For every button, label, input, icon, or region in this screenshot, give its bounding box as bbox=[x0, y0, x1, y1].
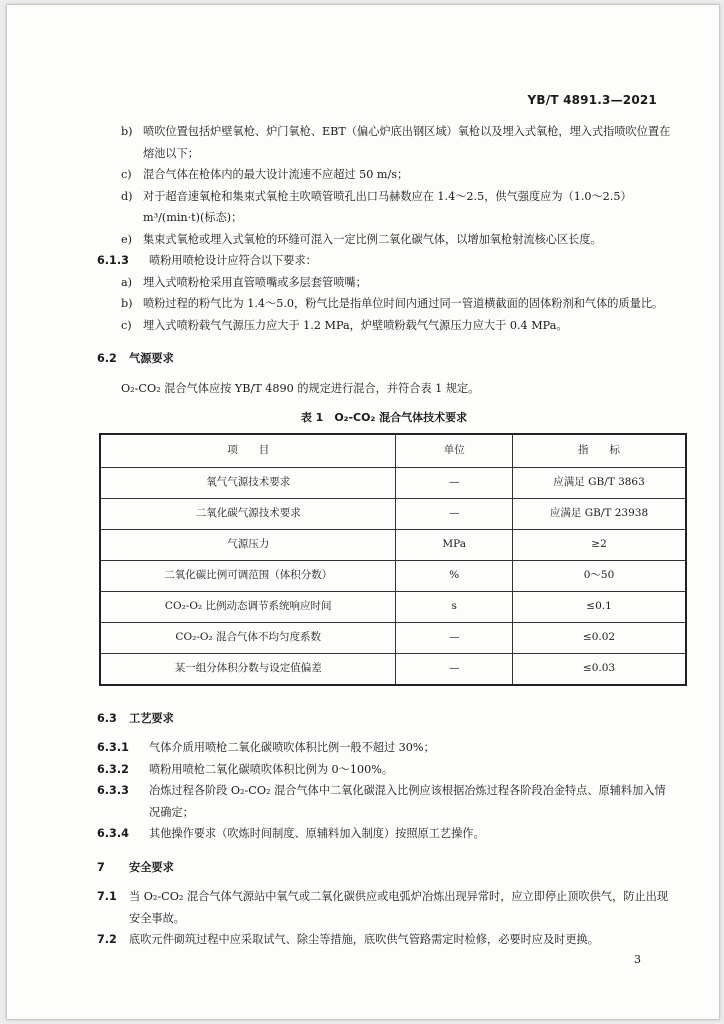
list-item bbox=[121, 229, 671, 251]
clause-7-1 bbox=[97, 886, 671, 929]
page-number: 3 bbox=[634, 953, 641, 966]
clause-6-1-3 bbox=[97, 250, 671, 272]
item-label: a) bbox=[121, 275, 133, 289]
clause-number: 6.3.2 bbox=[97, 762, 129, 776]
clause-7-2 bbox=[97, 929, 671, 951]
table-cell: 氧气气源技术要求 bbox=[100, 467, 396, 498]
table-cell: 二氧化碳气源技术要求 bbox=[100, 498, 396, 529]
item-label: c) bbox=[121, 318, 132, 332]
table-cell: 应满足 GB/T 3863 bbox=[513, 467, 686, 498]
gas-requirements-table bbox=[99, 433, 687, 686]
clause-text: 冶炼过程各阶段 O₂-CO₂ 混合气体中二氧化碳混入比例应该根据冶炼过程各阶段冶金特点、原辅料加入情况确定； bbox=[149, 784, 666, 819]
clause-text: 气体介质用喷枪二氧化碳喷吹体积比例一般不超过 30%； bbox=[149, 741, 435, 754]
table-cell: MPa bbox=[396, 529, 513, 560]
section-title: 工艺要求 bbox=[129, 711, 174, 725]
document-page bbox=[6, 4, 720, 1020]
section-heading-7 bbox=[97, 857, 671, 879]
item-text: 集束式氧枪或埋入式氧枪的环缝可混入一定比例二氧化碳气体，以增加氧枪射流核心区长度。 bbox=[143, 232, 602, 246]
section-heading-6-2 bbox=[97, 348, 671, 370]
clause-number: 6.3.1 bbox=[97, 741, 129, 754]
item-text: 混合气体在枪体内的最大设计流速不应超过 50 m/s； bbox=[143, 168, 409, 181]
page-content bbox=[97, 121, 671, 951]
clause-number: 6.3.3 bbox=[97, 784, 129, 797]
item-label: b) bbox=[121, 297, 133, 310]
list-item bbox=[121, 164, 671, 186]
table-cell: 气源压力 bbox=[100, 529, 396, 560]
item-label: b) bbox=[121, 125, 133, 138]
table-cell: — bbox=[396, 467, 513, 498]
table-cell: — bbox=[396, 622, 513, 653]
item-text: 埋入式喷粉枪采用直管喷嘴或多层套管喷嘴； bbox=[143, 275, 367, 289]
table-row bbox=[100, 529, 686, 560]
table-cell: — bbox=[396, 498, 513, 529]
item-text: 喷吹位置包括炉壁氧枪、炉门氧枪、EBT（偏心炉底出钢区域）氧枪以及埋入式氧枪，埋入式指喷吹位置在熔池以下； bbox=[143, 125, 671, 160]
item-label: d) bbox=[121, 189, 133, 203]
table-cell: 0～50 bbox=[513, 560, 686, 591]
list-item bbox=[121, 186, 671, 229]
table-cell: % bbox=[396, 560, 513, 591]
section-title: 安全要求 bbox=[129, 860, 174, 874]
item-text: 喷粉过程的粉气比为 1.4～5.0，粉气比是指单位时间内通过同一管道横截面的固体粉剂和气体的质量比。 bbox=[143, 297, 664, 310]
table-row bbox=[100, 467, 686, 498]
column-header: 指 标 bbox=[513, 434, 686, 468]
clause-text: 其他操作要求（吹炼时间制度、原辅料加入制度）按照原工艺操作。 bbox=[149, 827, 485, 840]
table-cell: s bbox=[396, 591, 513, 622]
clause-6-3-4 bbox=[97, 823, 671, 845]
list-item bbox=[121, 272, 671, 294]
table-cell: 应满足 GB/T 23938 bbox=[513, 498, 686, 529]
standard-number: YB/T 4891.3—2021 bbox=[527, 93, 657, 107]
clause-number: 6.3.4 bbox=[97, 827, 129, 840]
table-cell: ≤0.03 bbox=[513, 653, 686, 685]
column-header: 项 目 bbox=[100, 434, 396, 468]
item-text: 对于超音速氧枪和集束式氧枪主吹喷管喷孔出口马赫数应在 1.4～2.5，供气强度应为（1.0～2.5）m³/(min·t)(标态)； bbox=[143, 189, 632, 224]
table-cell: CO₂-O₂ 混合气体不均匀度系数 bbox=[100, 622, 396, 653]
clause-number: 6.1.3 bbox=[97, 254, 129, 267]
section-number: 6.3 bbox=[97, 711, 117, 725]
clause-6-3-2 bbox=[97, 759, 671, 781]
section-intro: O₂-CO₂ 混合气体应按 YB/T 4890 的规定进行混合，并符合表 1 规定。 bbox=[121, 381, 480, 395]
clause-text: 底吹元件砌筑过程中应采取试气、除尘等措施，底吹供气管路需定时检修，必要时应及时更换。 bbox=[129, 933, 599, 946]
list-item bbox=[121, 293, 671, 315]
table-row bbox=[100, 498, 686, 529]
clause-number: 7.1 bbox=[97, 890, 117, 903]
clause-number: 7.2 bbox=[97, 933, 117, 946]
section-number: 6.2 bbox=[97, 352, 117, 365]
clause-6-3-1 bbox=[97, 737, 671, 759]
table-cell: — bbox=[396, 653, 513, 685]
section-title: 气源要求 bbox=[129, 352, 174, 365]
table-cell: CO₂-O₂ 比例动态调节系统响应时间 bbox=[100, 591, 396, 622]
table-row bbox=[100, 653, 686, 685]
table-row bbox=[100, 622, 686, 653]
table-cell: 二氧化碳比例可调范围（体积分数） bbox=[100, 560, 396, 591]
section-number: 7 bbox=[97, 860, 105, 874]
list-item bbox=[121, 121, 671, 164]
clause-text: 喷粉用喷枪二氧化碳喷吹体积比例为 0～100%。 bbox=[149, 762, 394, 776]
table-title: 表 1 O₂-CO₂ 混合气体技术要求 bbox=[300, 411, 468, 424]
clause-text: 当 O₂-CO₂ 混合气体气源站中氧气或二氧化碳供应或电弧炉冶炼出现异常时，应立即停止顶吹供气，防止出现安全事故。 bbox=[129, 890, 669, 925]
table-row bbox=[100, 591, 686, 622]
section-heading-6-3 bbox=[97, 708, 671, 730]
column-header: 单位 bbox=[396, 434, 513, 468]
list-item bbox=[121, 315, 671, 337]
table-header-row bbox=[100, 434, 686, 468]
table-cell: ≥2 bbox=[513, 529, 686, 560]
table-cell: 某一组分体积分数与设定值偏差 bbox=[100, 653, 396, 685]
clause-text: 喷粉用喷枪设计应符合以下要求： bbox=[149, 254, 317, 267]
item-text: 埋入式喷粉载气气源压力应大于 1.2 MPa，炉壁喷粉载气气源压力应大于 0.4 MPa。 bbox=[143, 318, 568, 332]
table-cell: ≤0.02 bbox=[513, 622, 686, 653]
table-row bbox=[100, 560, 686, 591]
item-label: c) bbox=[121, 168, 132, 181]
table-cell: ≤0.1 bbox=[513, 591, 686, 622]
item-label: e) bbox=[121, 232, 132, 246]
clause-6-3-3 bbox=[97, 780, 671, 823]
